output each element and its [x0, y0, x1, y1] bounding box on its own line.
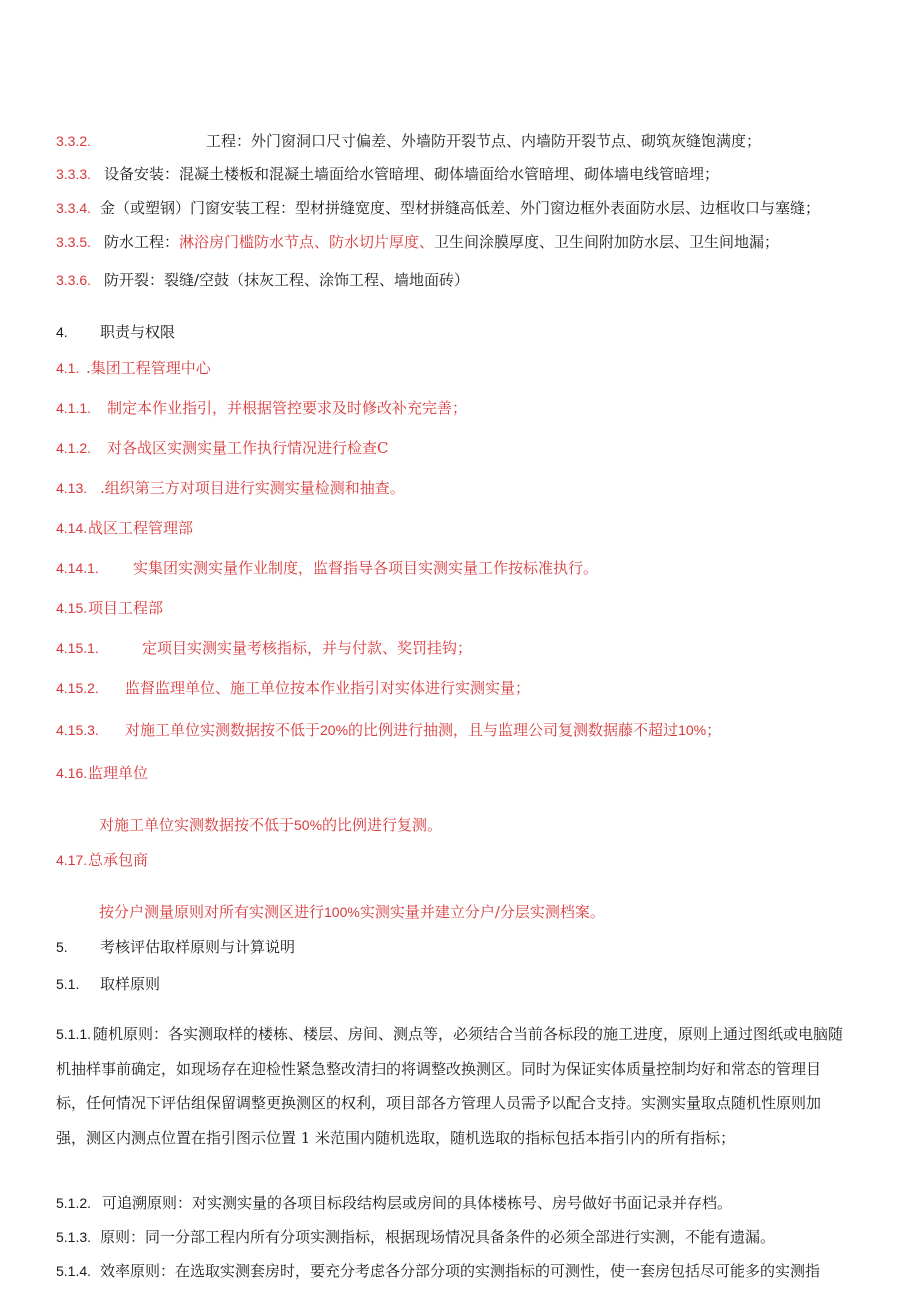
- section-text: 的比例进行复测。: [322, 816, 443, 834]
- section-text: 按分户测量原则对所有实测区进行: [99, 903, 325, 921]
- section-title: .集团工程管理中心: [86, 359, 211, 377]
- percent-value: 10%: [678, 722, 707, 738]
- heading-4: [56, 322, 175, 342]
- item-4-1-1: [56, 398, 467, 418]
- item-4-15-1: [56, 638, 472, 658]
- section-title: 职责与权限: [100, 323, 176, 341]
- section-text: 效率原则：在选取实测套房时，要充分考虑各分部分项的实测指标的可测性，使一套房包括尽可能多的实测指: [100, 1262, 821, 1280]
- section-number: 3.3.3.: [56, 166, 92, 182]
- section-text: 的比例进行抽测，且与监理公司复测数据藤不超过: [348, 721, 679, 739]
- section-title: 监理单位: [88, 764, 149, 782]
- section-text: 制定本作业指引，并根据管控要求及时修改补充完善；: [107, 399, 468, 417]
- section-number: 5.1.3.: [56, 1229, 92, 1245]
- item-5-1-4: [56, 1261, 820, 1281]
- heading-5-1: [56, 974, 160, 994]
- section-number: 4.15.: [56, 600, 88, 616]
- section-text: 工程：外门窗洞口尺寸偏差、外墙防开裂节点、内墙防开裂节点、砌筑灰缝饱满度；: [206, 132, 762, 150]
- heading-4-14: [56, 518, 193, 538]
- item-5-1-1: [56, 1017, 846, 1155]
- section-number: 4.13.: [56, 480, 88, 496]
- section-text: ；: [706, 721, 722, 739]
- item-4-1-2: [56, 438, 388, 458]
- section-number: 4.15.1.: [56, 640, 99, 656]
- item-3-3-2: [56, 131, 761, 151]
- section-number: 4.15.3.: [56, 722, 99, 738]
- section-text: 对施工单位实测数据按不低于: [125, 721, 321, 739]
- item-4-14-1: [56, 558, 598, 578]
- section-number: 4.1.2.: [56, 440, 92, 456]
- section-text: 随机原则：各实测取样的楼栋、楼层、房间、测点等，必须结合当前各标段的施工进度，原则上通过图纸或电脑随机抽样事前确定，如现场存在迎检性紧急整改清扫的将调整改换测区。同时为保证实体质量控制均好和常态的管理目标，任何情况下评估组保留调整更换测区的权利，项目部各方管理人员需予以配合支持。实测实量取点随机性原则加强，测区内测点位置在指引图示位置 1 米范围内随机选取，随机选取的指标包括本指引内的所有指标；: [56, 1025, 844, 1147]
- section-number: 4.14.: [56, 520, 88, 536]
- section-number: 3.3.4.: [56, 200, 92, 216]
- heading-4-15: [56, 598, 163, 618]
- section-number: 4.16.: [56, 765, 88, 781]
- section-text: 可追溯原则：对实测实量的各项目标段结构层或房间的具体楼栋号、房号做好书面记录并存档。: [102, 1194, 733, 1212]
- section-number: 5.1.4.: [56, 1263, 92, 1279]
- section-text: 监督监理单位、施工单位按本作业指引对实体进行实测实量；: [125, 679, 531, 697]
- section-title: 取样原则: [100, 975, 161, 993]
- heading-4-16: [56, 763, 148, 783]
- section-label: 防水工程：: [104, 233, 180, 251]
- section-title: 项目工程部: [88, 599, 164, 617]
- section-text: 防开裂：裂缝/空鼓（抹灰工程、涂饰工程、墙地面砖）: [104, 271, 470, 289]
- item-5-1-3: [56, 1227, 775, 1247]
- section-number: 4.17.: [56, 852, 88, 868]
- item-3-3-4: [56, 198, 820, 218]
- section-number: 4.15.2.: [56, 680, 99, 696]
- section-text: 实测实量并建立分户/分层实测档案。: [359, 903, 605, 921]
- section-title: 考核评估取样原则与计算说明: [100, 938, 296, 956]
- section-number: 3.3.5.: [56, 234, 92, 250]
- item-4-15-3: [56, 720, 721, 740]
- item-3-3-5: [56, 232, 779, 252]
- section-number: 4.1.1.: [56, 400, 92, 416]
- section-number: 5.1.1.: [56, 1026, 92, 1042]
- section-number: 5.: [56, 939, 68, 955]
- section-text: 实集团实测实量作业制度，监督指导各项目实测实量工作按标准执行。: [133, 559, 599, 577]
- section-number: 5.1.: [56, 976, 80, 992]
- section-text: 设备安装：混凝土楼板和混凝土墙面给水管暗埋、砌体墙面给水管暗埋、砌体墙电线管暗埋；: [104, 165, 720, 183]
- section-text: 金（或塑钢）门窗安装工程：型材拼缝宽度、型材拼缝高低差、外门窗边框外表面防水层、边框收口与塞缝；: [100, 199, 821, 217]
- section-text: 对各战区实测实量工作执行情况进行检查C: [107, 439, 389, 457]
- section-text: 原则：同一分部工程内所有分项实测指标，根据现场情况具备条件的必须全部进行实测，不能有遗漏。: [100, 1228, 776, 1246]
- percent-value: 50%: [294, 817, 323, 833]
- section-number: 4.1.: [56, 360, 80, 376]
- heading-4-17: [56, 850, 148, 870]
- section-text: 定项目实测实量考核指标，并与付款、奖罚挂钩；: [142, 639, 473, 657]
- item-3-3-6: [56, 270, 469, 290]
- section-title: 战区工程管理部: [88, 519, 194, 537]
- item-4-15-2: [56, 678, 530, 698]
- section-number: 3.3.6.: [56, 272, 92, 288]
- item-3-3-3: [56, 164, 719, 184]
- section-text: 对施工单位实测数据按不低于: [99, 816, 295, 834]
- section-number: 4.14.1.: [56, 560, 99, 576]
- percent-value: 20%: [320, 722, 349, 738]
- section-text: .组织第三方对项目进行实测实量检测和抽查。: [100, 479, 405, 497]
- paragraph-4-16: [99, 815, 442, 835]
- heading-4-1: [56, 358, 211, 378]
- section-number: 4.: [56, 324, 68, 340]
- section-title: 总承包商: [88, 851, 149, 869]
- section-text: 卫生间涂膜厚度、卫生间附加防水层、卫生间地漏；: [434, 233, 780, 251]
- heading-5: [56, 937, 295, 957]
- item-4-1-3: [56, 478, 405, 498]
- item-5-1-2: [56, 1193, 732, 1213]
- section-number: 3.3.2.: [56, 133, 92, 149]
- section-highlight-text: 淋浴房门槛防水节点、防水切片厚度、: [179, 233, 435, 251]
- percent-value: 100%: [324, 904, 360, 920]
- section-number: 5.1.2.: [56, 1195, 92, 1211]
- paragraph-4-17: [99, 902, 605, 922]
